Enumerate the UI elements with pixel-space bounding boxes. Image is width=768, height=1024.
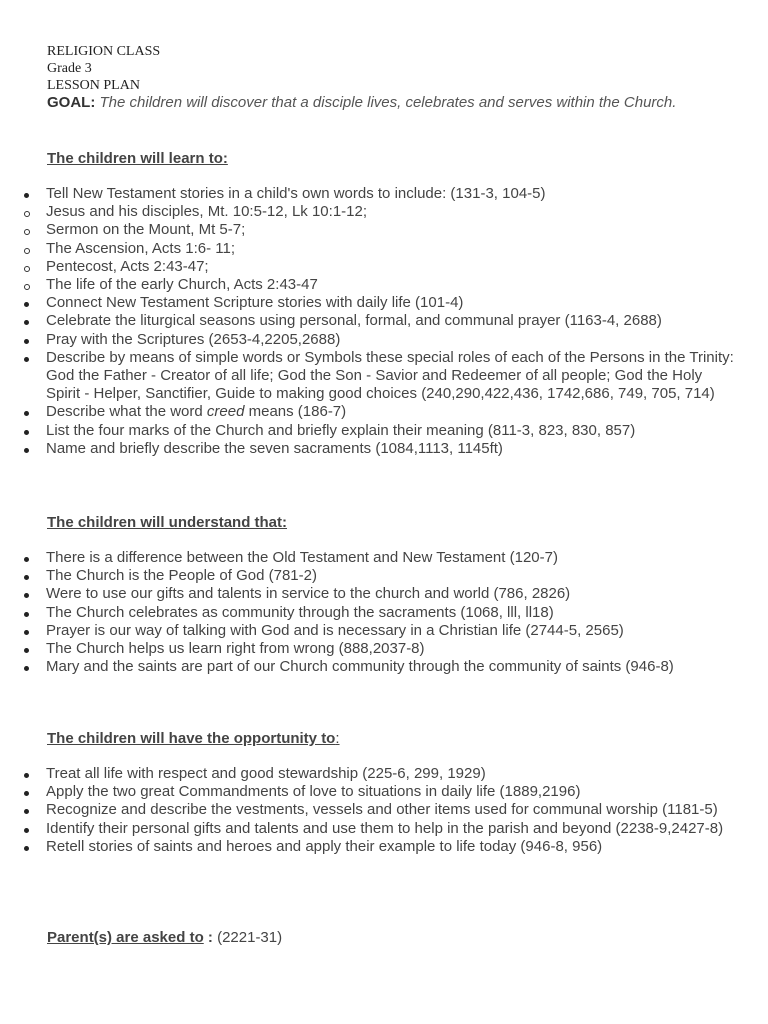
list-item-text: Tell New Testament stories in a child's own words to include: (131-3, 104-5) — [46, 185, 546, 202]
circle-bullet-icon — [24, 248, 30, 254]
disc-bullet-icon — [24, 302, 29, 307]
disc-bullet-icon — [24, 430, 29, 435]
list-item-text: Pray with the Scriptures (2653-4,2205,2688) — [46, 330, 341, 348]
list-item — [0, 258, 740, 276]
list-item — [0, 403, 740, 421]
list-item-text: Treat all life with respect and good stewardship (225-6, 299, 1929) — [46, 765, 486, 782]
disc-bullet-icon — [24, 411, 29, 416]
disc-bullet-icon — [24, 557, 29, 562]
circle-bullet-icon — [24, 229, 30, 235]
parents-refs: (2221-31) — [212, 929, 283, 946]
learn-heading: The children will learn to: — [47, 150, 228, 167]
list-item-text-part: Describe what the word — [46, 403, 207, 421]
disc-bullet-icon — [24, 630, 29, 635]
circle-bullet-icon — [24, 284, 30, 290]
list-item — [0, 640, 740, 658]
list-item — [0, 422, 740, 440]
disc-bullet-icon — [24, 648, 29, 653]
list-item-text: Jesus and his disciples, Mt. 10:5-12, Lk 10:1-12; — [46, 203, 368, 221]
list-item-text: Were to use our gifts and talents in service to the church and world (786, 2826) — [46, 585, 571, 603]
list-item-text: Recognize and describe the vestments, vessels and other items used for communal worship (1181-5) — [46, 801, 718, 819]
list-item — [0, 604, 740, 622]
list-item — [0, 838, 740, 856]
learn-list — [0, 185, 740, 458]
list-item — [0, 658, 740, 676]
list-item-text: Retell stories of saints and heroes and apply their example to life today (946-8, 956) — [46, 837, 603, 855]
disc-bullet-icon — [24, 575, 29, 580]
list-item-text: Mary and the saints are part of our Church community through the community of saints (946-8) — [46, 658, 674, 676]
disc-bullet-icon — [24, 448, 29, 453]
disc-bullet-icon — [24, 773, 29, 778]
opportunity-heading-colon: : — [335, 730, 340, 747]
list-item — [0, 585, 740, 603]
list-item — [0, 440, 740, 458]
list-item-text: Sermon on the Mount, Mt 5-7; — [46, 221, 246, 239]
list-item — [0, 622, 740, 640]
disc-bullet-icon — [24, 320, 29, 325]
list-item — [0, 276, 740, 294]
list-item — [0, 549, 740, 567]
emphasized-word: creed — [206, 403, 245, 421]
disc-bullet-icon — [24, 846, 29, 851]
list-item-text: There is a difference between the Old Testament and New Testament (120-7) — [46, 549, 558, 566]
parents-colon: : — [203, 929, 213, 946]
list-item-text: Name and briefly describe the seven sacraments (1084,1113, 1145ft) — [46, 439, 503, 457]
disc-bullet-icon — [24, 193, 29, 198]
list-item — [0, 240, 740, 258]
list-item — [0, 221, 740, 239]
list-item — [0, 765, 740, 783]
list-item — [0, 312, 740, 330]
circle-bullet-icon — [24, 211, 30, 217]
understand-list — [0, 549, 740, 676]
disc-bullet-icon — [24, 791, 29, 796]
list-item-text: List the four marks of the Church and briefly explain their meaning (811-3, 823, 830, 857) — [46, 421, 636, 439]
list-item — [0, 294, 740, 312]
list-item-text: Prayer is our way of talking with God and is necessary in a Christian life (2744-5, 2565) — [46, 621, 624, 639]
disc-bullet-icon — [24, 357, 29, 362]
list-item — [0, 349, 740, 404]
document-header — [47, 43, 727, 112]
disc-bullet-icon — [24, 828, 29, 833]
list-item-text: Identify their personal gifts and talents and use them to help in the parish and beyond (2238-9,2427-8) — [46, 819, 724, 837]
list-item-text: Celebrate the liturgical seasons using personal, formal, and communal prayer (1163-4, 2688) — [46, 312, 662, 330]
opportunity-list — [0, 765, 740, 856]
list-item-text — [46, 403, 346, 420]
list-item-text: Connect New Testament Scripture stories with daily life (101-4) — [46, 294, 464, 312]
opportunity-heading — [47, 730, 340, 748]
grade-label: Grade 3 — [47, 61, 92, 76]
disc-bullet-icon — [24, 666, 29, 671]
list-item-text: The Church is the People of God (781-2) — [46, 567, 317, 585]
list-item — [0, 783, 740, 801]
goal-label: GOAL: — [47, 94, 96, 111]
list-item — [0, 801, 740, 819]
goal-statement — [47, 94, 727, 112]
disc-bullet-icon — [24, 612, 29, 617]
list-item-text: Describe by means of simple words or Symbols these special roles of each of the Persons in the Trinity: God the Father - Creator of all life; God the Son - Savior and Redeemer of all people; God the Holy Spirit - Helper, Sanctifier, Guide to making good choices (240,290,422,436, 1742,686, 749, 705, 714) — [46, 348, 734, 403]
parents-label: Parent(s) are asked to — [47, 929, 204, 946]
circle-bullet-icon — [24, 266, 30, 272]
list-item-text: Apply the two great Commandments of love to situations in daily life (1889,2196) — [46, 783, 581, 801]
list-item — [0, 185, 740, 203]
list-item-text: The Church celebrates as community through the sacraments (1068, lll, ll18) — [46, 603, 554, 621]
disc-bullet-icon — [24, 593, 29, 598]
understand-heading: The children will understand that: — [47, 514, 288, 531]
list-item-text: The life of the early Church, Acts 2:43-47 — [46, 276, 318, 294]
list-item-text-part: means (186-7) — [244, 403, 347, 421]
disc-bullet-icon — [24, 339, 29, 344]
goal-text: The children will discover that a disciple lives, celebrates and serves within the Church. — [99, 94, 677, 111]
opportunity-heading-text: The children will have the opportunity to — [47, 730, 336, 747]
list-item-text: Pentecost, Acts 2:43-47; — [46, 257, 209, 275]
parents-line — [47, 929, 282, 947]
list-item — [0, 331, 740, 349]
list-item — [0, 567, 740, 585]
disc-bullet-icon — [24, 809, 29, 814]
list-item — [0, 820, 740, 838]
list-item-text: The Church helps us learn right from wrong (888,2037-8) — [46, 640, 425, 658]
list-item-text: The Ascension, Acts 1:6- 11; — [46, 239, 235, 257]
lesson-plan-label: LESSON PLAN — [47, 78, 140, 93]
class-title: RELIGION CLASS — [47, 44, 161, 59]
list-item — [0, 203, 740, 221]
